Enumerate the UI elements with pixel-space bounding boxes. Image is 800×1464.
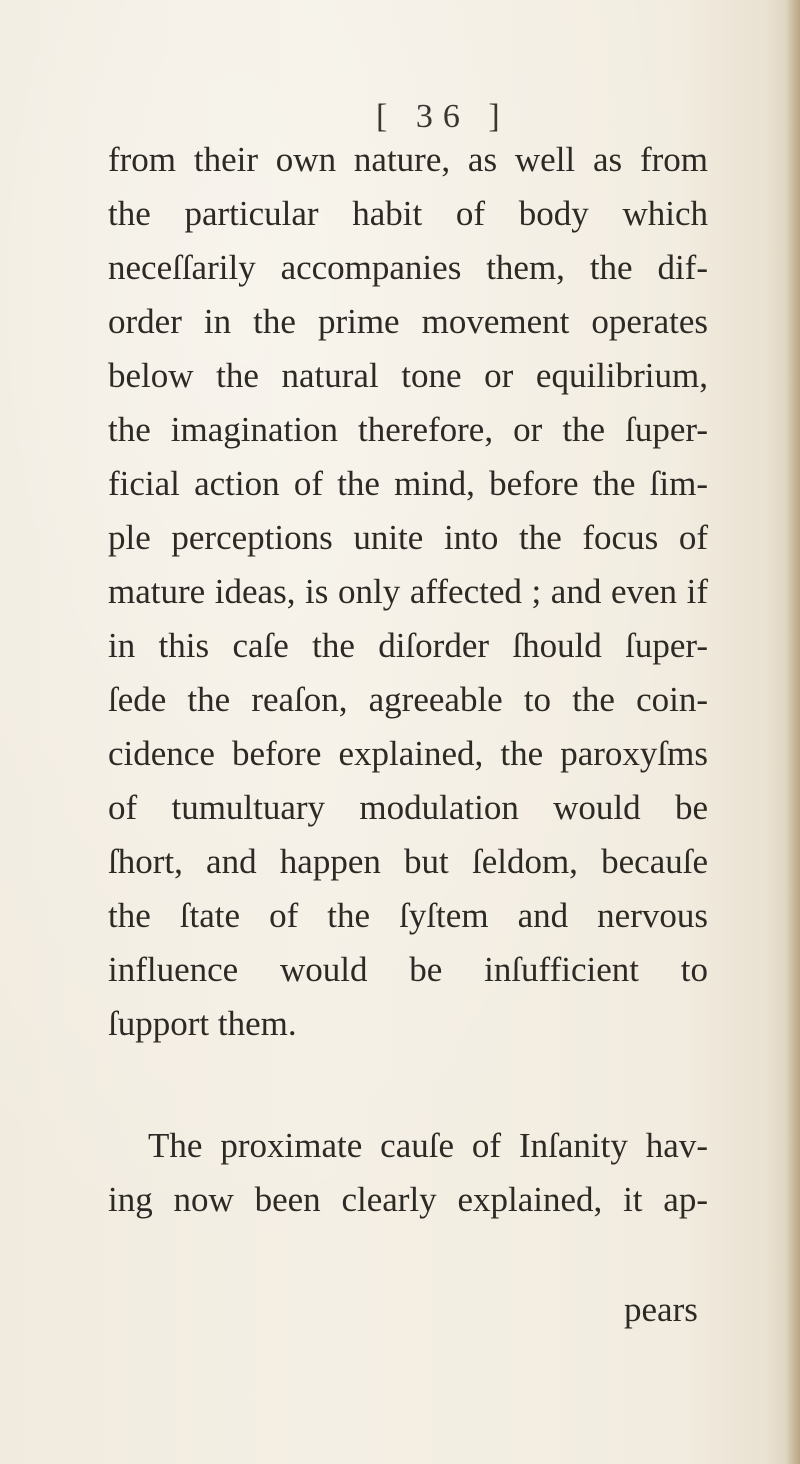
page-number: [ 36 ]: [376, 98, 510, 135]
text-line: ple perceptions unite into the focus of: [108, 518, 708, 557]
text-line: ſhort, and happen but ſeldom, becauſe: [108, 842, 708, 881]
text-line-indented: The proximate cauſe of Inſanity hav-: [148, 1126, 708, 1165]
text-line: in this caſe the diſorder ſhould ſuper-: [108, 626, 708, 665]
page-edge-shadow: [786, 0, 800, 1464]
text-line-last: ſupport them.: [108, 1004, 297, 1043]
text-line: cidence before explained, the paroxyſms: [108, 734, 708, 773]
text-line: mature ideas, is only affected ; and even if: [108, 572, 708, 611]
text-line: from their own nature, as well as from: [108, 140, 708, 179]
text-line: the ſtate of the ſyſtem and nervous: [108, 896, 708, 935]
text-line: influence would be inſufficient to: [108, 950, 708, 989]
text-line: order in the prime movement operates: [108, 302, 708, 341]
text-line: the particular habit of body which: [108, 194, 708, 233]
text-line: ſede the reaſon, agreeable to the coin-: [108, 680, 708, 719]
text-line: neceſſarily accompanies them, the dif-: [108, 248, 708, 287]
text-line: ing now been clearly explained, it ap-: [108, 1180, 708, 1219]
text-line: ficial action of the mind, before the ſim-: [108, 464, 708, 503]
catchword: pears: [624, 1290, 698, 1329]
text-line: of tumultuary modulation would be: [108, 788, 708, 827]
text-line: the imagination therefore, or the ſuper-: [108, 410, 708, 449]
text-line: below the natural tone or equilibrium,: [108, 356, 708, 395]
